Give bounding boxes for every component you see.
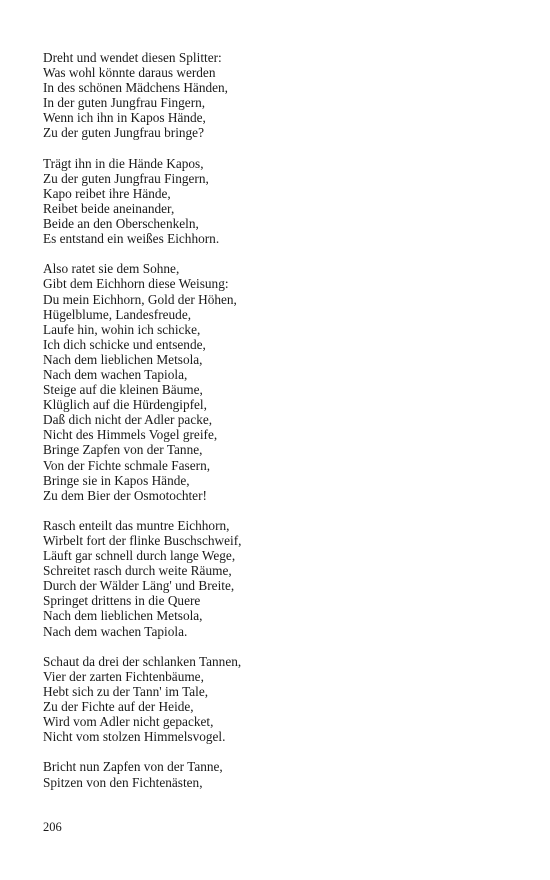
verse-line: Also ratet sie dem Sohne, (43, 261, 180, 277)
verse-line: Laufe hin, wohin ich schicke, (43, 321, 201, 337)
verse-line: Es entstand ein weißes Eichhorn. (43, 231, 220, 247)
verse-line: Wirbelt fort der flinke Buschschweif, (43, 533, 242, 548)
verse-line: Nach dem wachen Tapiola. (43, 623, 188, 639)
stanza (43, 261, 513, 503)
verse-line: Zu der guten Jungfrau Fingern, (43, 170, 209, 186)
verse-line: Beide an den Oberschenkeln, (43, 216, 199, 232)
verse-line: Trägt ihn in die Hände Kapos, (43, 155, 204, 171)
poem-body (43, 50, 513, 805)
verse-line: In der guten Jungfrau Fingern, (43, 95, 206, 111)
verse-line: Schreitet rasch durch weite Räume, (43, 563, 232, 579)
verse-line: Bringe Zapfen von der Tanne, (43, 442, 203, 458)
stanza (43, 50, 513, 141)
stanza (43, 518, 513, 639)
verse-line: Bricht nun Zapfen von der Tanne, (43, 759, 223, 775)
stanza (43, 654, 513, 745)
verse-line: Springet drittens in die Quere (43, 593, 201, 609)
verse-line: Klüglich auf die Hürdengipfel, (43, 397, 207, 413)
verse-line: Zu der Fichte auf der Heide, (43, 699, 194, 715)
verse-line: Hebt sich zu der Tann' im Tale, (43, 683, 209, 699)
verse-line: Vier der zarten Fichtenbäume, (43, 668, 204, 684)
verse-line: Schaut da drei der schlanken Tannen, (43, 653, 242, 669)
verse-line: Hügelblume, Landesfreude, (43, 306, 192, 322)
verse-line: Nicht des Himmels Vogel greife, (43, 427, 218, 443)
verse-line: Von der Fichte schmale Fasern, (43, 457, 211, 473)
verse-line: In des schönen Mädchens Händen, (43, 80, 228, 96)
verse-line: Nach dem lieblichen Metsola, (43, 351, 203, 367)
verse-line: Zu der guten Jungfrau bringe? (43, 125, 204, 141)
verse-line: Wird vom Adler nicht gepacket, (43, 714, 214, 730)
verse-line: Steige auf die kleinen Bäume, (43, 382, 203, 398)
verse-line: Dreht und wendet diesen Splitter: (43, 50, 222, 65)
verse-line: Was wohl könnte daraus werden (43, 65, 216, 81)
verse-line: Wenn ich ihn in Kapos Hände, (43, 110, 206, 126)
verse-line: Du mein Eichhorn, Gold der Höhen, (43, 291, 237, 307)
verse-line: Nach dem lieblichen Metsola, (43, 608, 203, 624)
verse-line: Durch der Wälder Läng' und Breite, (43, 578, 235, 594)
stanza (43, 156, 513, 247)
verse-line: Nach dem wachen Tapiola, (43, 366, 188, 382)
verse-line: Gibt dem Eichhorn diese Weisung: (43, 276, 229, 292)
verse-line: Bringe sie in Kapos Hände, (43, 472, 190, 488)
page-number: 206 (43, 820, 62, 834)
verse-line: Daß dich nicht der Adler packe, (43, 412, 213, 428)
verse-line: Zu dem Bier der Osmotochter! (43, 487, 207, 503)
stanza (43, 759, 513, 789)
verse-line: Kapo reibet ihre Hände, (43, 185, 171, 201)
verse-line: Ich dich schicke und entsende, (43, 336, 206, 352)
verse-line: Nicht vom stolzen Himmelsvogel. (43, 729, 226, 745)
verse-line: Rasch enteilt das muntre Eichhorn, (43, 517, 230, 533)
verse-line: Läuft gar schnell durch lange Wege, (43, 548, 236, 564)
verse-line: Reibet beide aneinander, (43, 200, 175, 216)
verse-line: Spitzen von den Fichtenästen, (43, 774, 203, 790)
